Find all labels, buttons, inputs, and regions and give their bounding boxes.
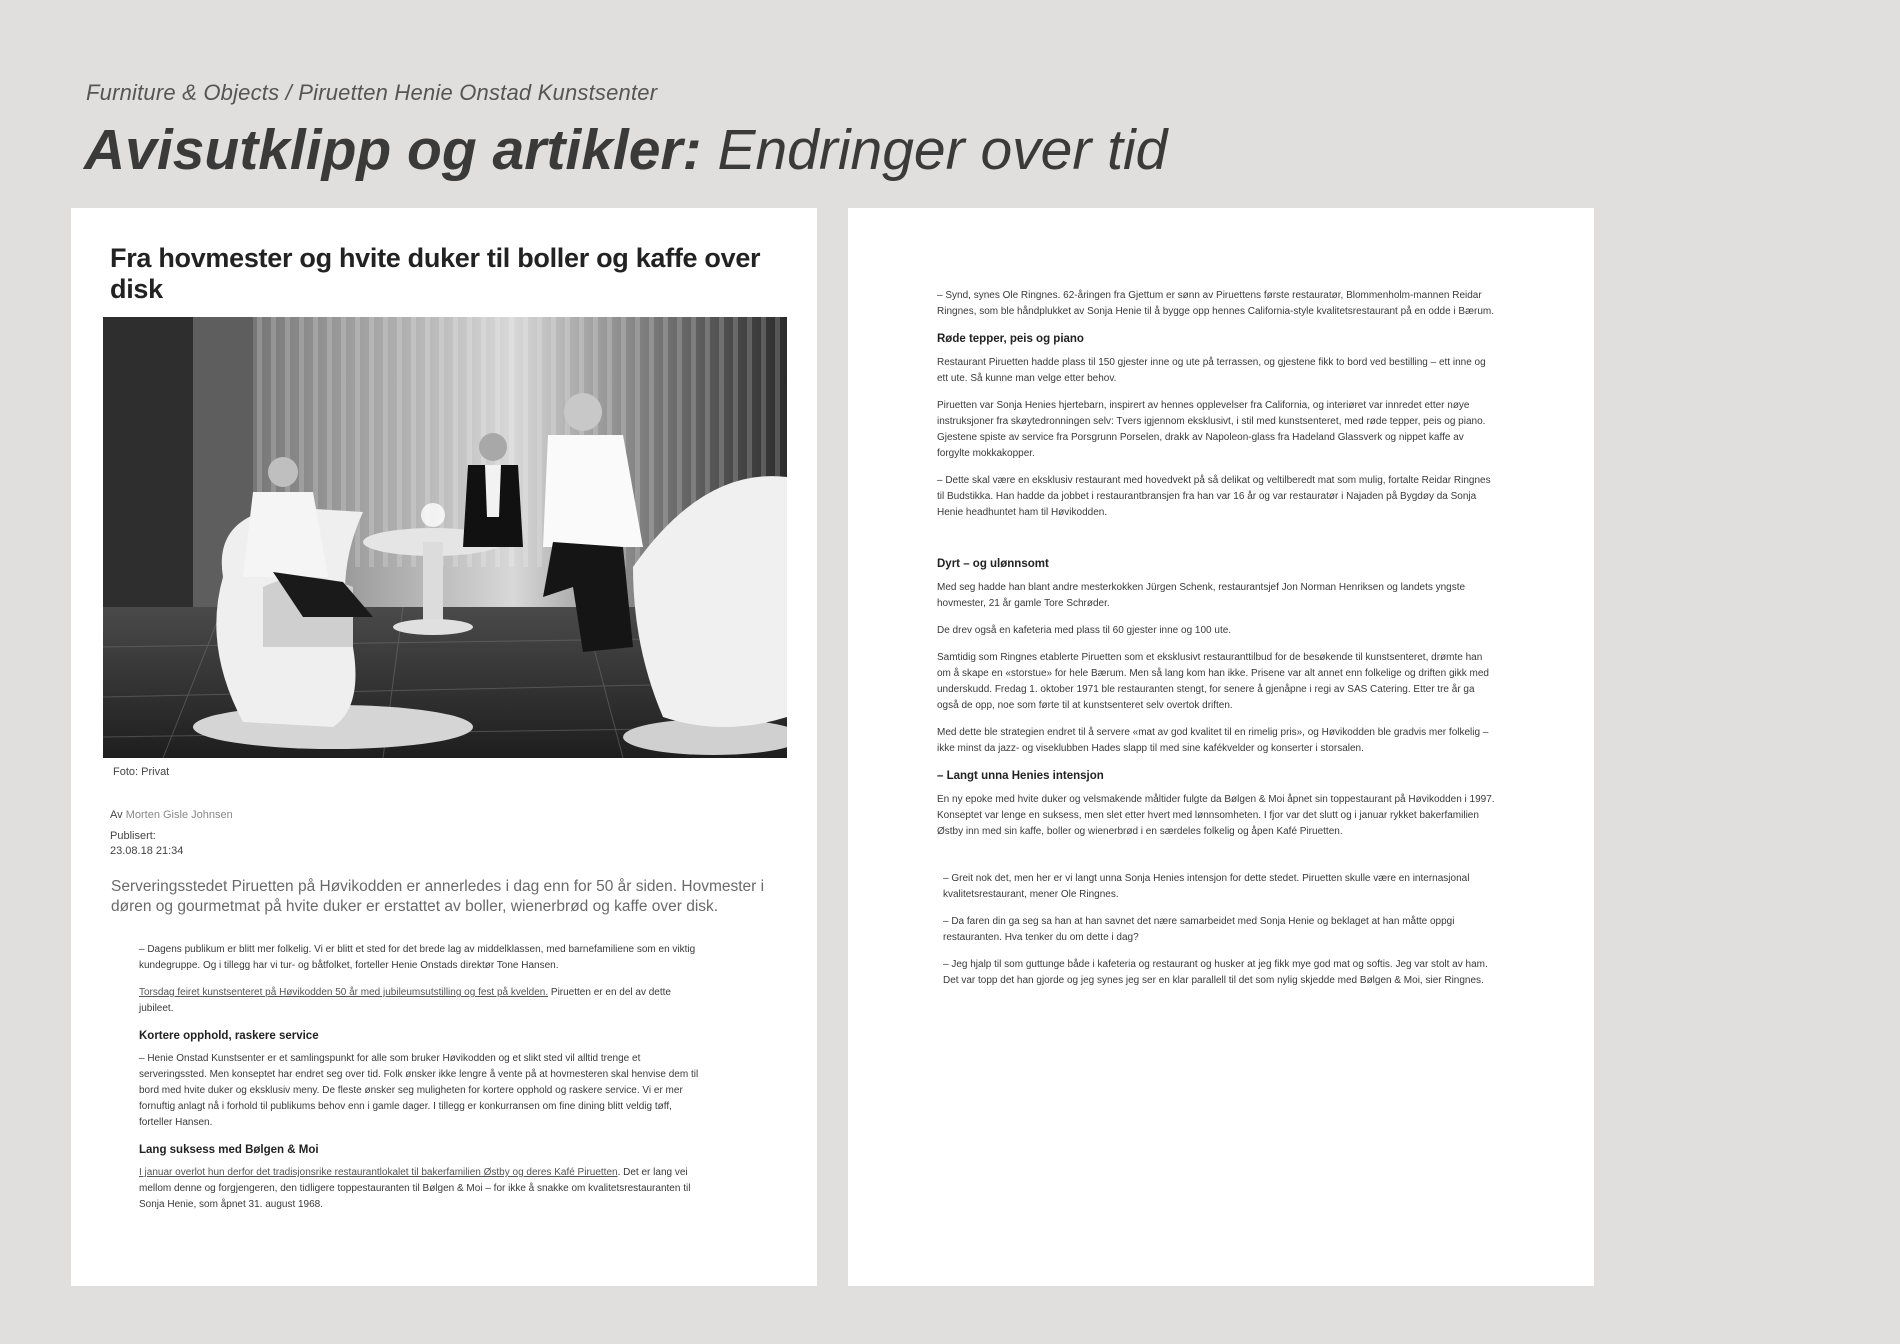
- page-title: [84, 117, 1167, 183]
- article-headline: Fra hovmester og hvite duker til boller og kaffe over disk: [110, 243, 761, 304]
- published-date: 23.08.18 21:34: [110, 845, 184, 857]
- restaurant-photo-image: [103, 317, 787, 758]
- spacer: [937, 532, 1497, 552]
- subheading: Kortere opphold, raskere service: [139, 1030, 319, 1042]
- published-label: Publisert:: [110, 830, 156, 842]
- author-link[interactable]: Morten Gisle Johnsen: [125, 809, 233, 821]
- paragraph: – Da faren din ga seg sa han at han savnet det nære samarbeidet med Sonja Henie og beklaget at han måtte oppgi restauranten. Hva tenker du om dette i dag?: [943, 916, 1455, 943]
- paragraph: – Henie Onstad Kunstsenter er et samlingspunkt for alle som bruker Høvikodden og et slikt sted vil alltid trenge et serveringssted. Men konseptet har endret seg over tid. Folk ønsker ikke lengre å vente på at hovmesteren skal henvise dem til bord med hvite duker og eksklusiv meny. De fleste ønsker seg muligheten for kortere opphold og raskere service. Vi er mer fornuftig anlagt nå i forhold til publikums behov enn i gamle dager. I tillegg er konkurransen om fine dining blitt veldig tøff, forteller Hansen.: [139, 1053, 699, 1128]
- page-title-bold: Avisutklipp og artikler:: [84, 118, 702, 182]
- article-continuation: [937, 288, 1497, 1000]
- byline: [110, 809, 233, 821]
- photo-caption: Foto: Privat: [113, 766, 170, 778]
- subheading: – Langt unna Henies intensjon: [937, 770, 1104, 782]
- page-title-rest: Endringer over tid: [701, 118, 1168, 182]
- article-page-right: [848, 208, 1594, 1286]
- article-page-left: [71, 208, 817, 1286]
- paragraph: En ny epoke med hvite duker og velsmakende måltider fulgte da Bølgen & Moi åpnet sin toppestaurant på Høvikodden i 1997. Konseptet var lenge en suksess, men slet etter hvert med lønnsomheten. I fjor var det slutt og i januar rykket bakerfamilien Østby inn med sin kaffe, boller og wienerbrød i en særdeles folkelig og åpen Kafé Piruetten.: [937, 794, 1495, 837]
- paragraph: Samtidig som Ringnes etablerte Piruetten som et eksklusivt restauranttilbud for de besøkende til kunstsenteret, drømte han om å skape en «storstue» for hele Bærum. Men så lang kom han ikke. Prisene var alt annet enn folkelige og driften gikk med underskudd. Fredag 1. oktober 1971 ble restauranten stengt, for senere å gjenåpne i regi av SAS Catering. Etter tre år ga også de opp, noe som førte til at kunstsenteret selv overtok driften.: [937, 652, 1489, 711]
- byline-prefix: Av: [110, 809, 126, 821]
- paragraph: De drev også en kafeteria med plass til 60 gjester inne og 100 ute.: [937, 625, 1232, 636]
- paragraph: – Dagens publikum er blitt mer folkelig. Vi er blitt et sted for det brede lag av middelklassen, med barnefamiliene som en viktig kundegruppe. Og i tillegg har vi tur- og båtfolket, forteller Henie Onstads direktør Tone Hansen.: [139, 944, 696, 971]
- paragraph: – Greit nok det, men her er vi langt unna Sonja Henies intensjon for dette stedet. Piruetten skulle være en internasjonal kvalitetsrestaurant, mener Ole Ringnes.: [943, 873, 1470, 900]
- paragraph-text: Piruetten er en del av dette jubileet.: [139, 987, 671, 1014]
- subheading: Dyrt – og ulønnsomt: [937, 558, 1049, 570]
- paragraph: – Synd, synes Ole Ringnes. 62-åringen fra Gjettum er sønn av Piruettens første restauratør, Blommenholm-mannen Reidar Ringnes, som ble håndplukket av Sonja Henie til å bygge opp hennes California-style kvalitetsrestaurant på en odde i Bærum.: [937, 290, 1494, 317]
- spacer: [937, 851, 1497, 871]
- subheading: Lang suksess med Bølgen & Moi: [139, 1144, 319, 1156]
- paragraph: [139, 985, 699, 1017]
- paragraph: – Jeg hjalp til som guttunge både i kafeteria og restaurant og husker at jeg fikk mye god mat og softis. Jeg var stolt av ham. Det var topp det han gjorde og jeg synes jeg ser en klar parallell til det som nylig skjedde med Bølgen & Moi, sier Ringnes.: [943, 959, 1488, 986]
- paragraph: – Dette skal være en eksklusiv restaurant med hovedvekt på så delikat og veltilberedt mat som mulig, fortalte Reidar Ringnes til Budstikka. Han hadde da jobbet i restaurantbransjen fra han var 16 år og var restauratør i Najaden på Bygdøy da Sonja Henie headhuntet ham til Høvikodden.: [937, 475, 1491, 518]
- inline-link[interactable]: I januar overlot hun derfor det tradisjonsrike restaurantlokalet til bakerfamilien Østby og deres Kafé Piruetten: [139, 1167, 618, 1178]
- paragraph-text: . Det er lang vei mellom denne og forgjengeren, den tidligere toppestauranten til Bølgen & Moi – for ikke å snakke om kvalitetsrestauranten til Sonja Henie, som åpnet 31. august 1968.: [139, 1167, 691, 1210]
- paragraph: Piruetten var Sonja Henies hjertebarn, inspirert av hennes opplevelser fra California, og interiøret var innredet etter nøye instruksjoner fra skøytedronningen selv: Tvers igjennom eksklusivt, i stil med kunstsenteret, med røde tepper, peis og piano. Gjestene spiste av service fra Porsgrunn Porselen, drakk av Napoleon-glass fra Hadeland Glassverk og nippet kaffe av forgylte mokkakopper.: [937, 400, 1486, 459]
- article-body: [139, 942, 699, 1224]
- inline-link[interactable]: Torsdag feiret kunstsenteret på Høvikodden 50 år med jubileumsutstilling og fest på kvelden.: [139, 987, 549, 998]
- paragraph: Restaurant Piruetten hadde plass til 150 gjester inne og ute på terrassen, og gjestene fikk to bord ved bestilling – ett inne og ett ute. Så kunne man velge etter behov.: [937, 357, 1486, 384]
- paragraph: Med seg hadde han blant andre mesterkokken Jürgen Schenk, restaurantsjef Jon Norman Henriksen og landets yngste hovmester, 21 år gamle Tore Schrøder.: [937, 582, 1466, 609]
- breadcrumb: Furniture & Objects / Piruetten Henie Onstad Kunstsenter: [86, 80, 658, 105]
- article-photo: [103, 317, 787, 758]
- subheading: Røde tepper, peis og piano: [937, 333, 1084, 345]
- paragraph: Med dette ble strategien endret til å servere «mat av god kvalitet til en rimelig pris», og Høvikodden ble gradvis mer folkelig – ikke minst da jazz- og viseklubben Hades slapp til med sine kafékvelder og konserter i storsalen.: [937, 727, 1489, 754]
- article-lead: Serveringsstedet Piruetten på Høvikodden er annerledes i dag enn for 50 år siden. Hovmester i døren og gourmetmat på hvite duker er erstattet av boller, wienerbrød og kaffe over disk.: [111, 878, 765, 915]
- paragraph: [139, 1165, 699, 1213]
